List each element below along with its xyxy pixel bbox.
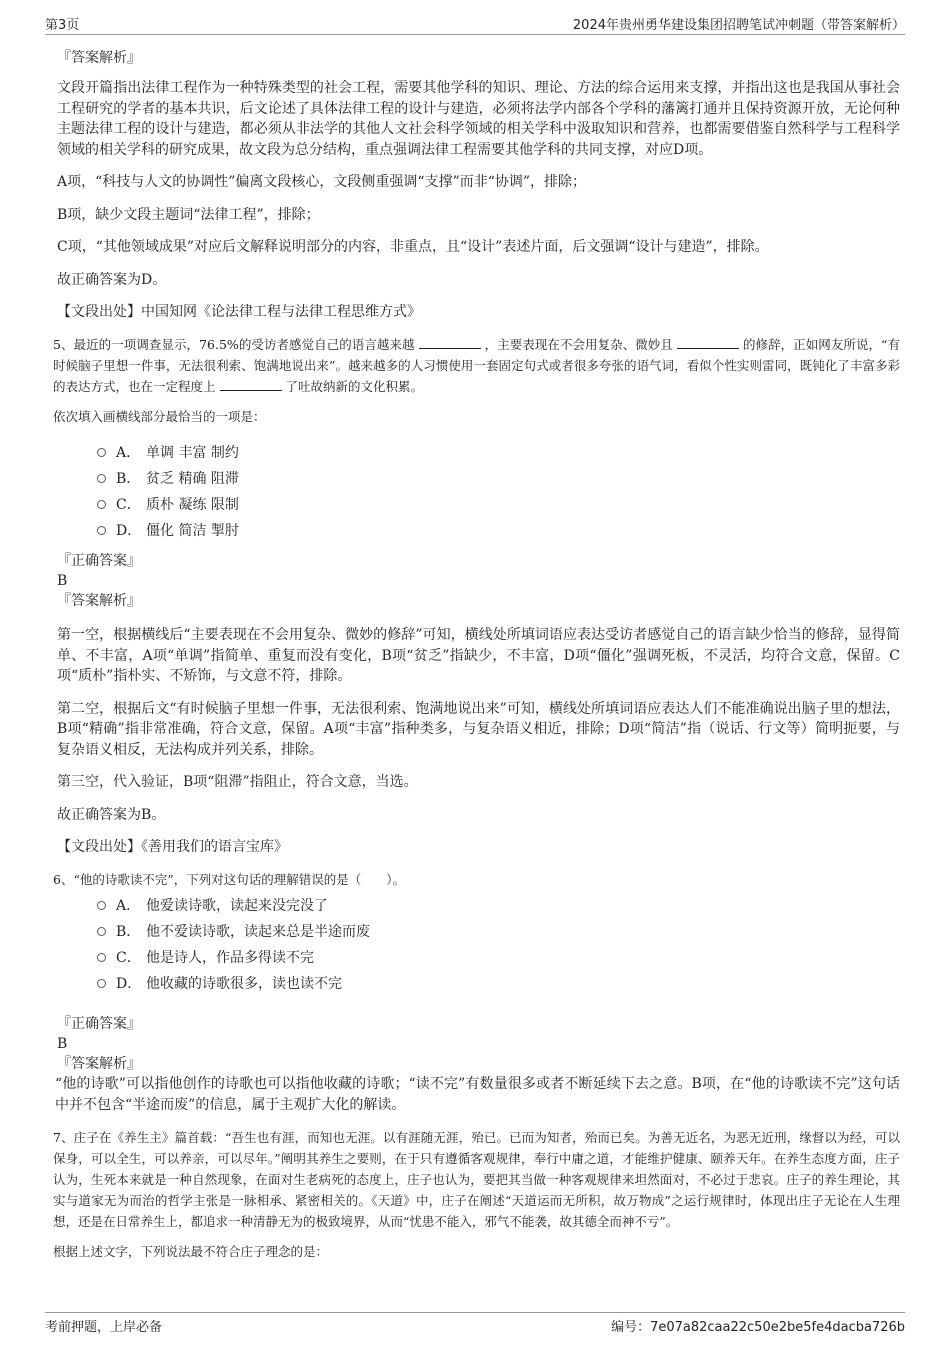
analysis-paragraph: “他的诗歌”可以指他创作的诗歌也可以指他收藏的诗歌；“读不完”有数量很多或者不断延续下去之意。B项，在“他的诗歌读不完”这句话中并不包含“半途而废”的信息，属于主观扩大化的解读。 xyxy=(55,1076,900,1113)
correct-answer: B xyxy=(57,573,68,589)
analysis-label: 『答案解析』 xyxy=(57,593,141,609)
correct-answer-label: 『正确答案』 xyxy=(57,1016,141,1032)
source-citation: 【文段出处】《善用我们的语言宝库》 xyxy=(57,839,288,855)
option-key: C． xyxy=(116,497,141,513)
page-content xyxy=(53,40,900,1274)
option-key: C． xyxy=(116,950,141,966)
analysis-paragraph: B项，缺少文段主题词“法律工程”，排除； xyxy=(57,206,320,223)
analysis-paragraph: 故正确答案为B。 xyxy=(57,806,166,823)
question-5-text xyxy=(53,334,900,397)
analysis-paragraph: 故正确答案为D。 xyxy=(57,271,167,288)
source-citation: 【文段出处】中国知网《论法律工程与法律工程思维方式》 xyxy=(57,304,421,320)
option-d[interactable] xyxy=(97,517,900,543)
radio-icon[interactable] xyxy=(97,448,106,457)
option-key: A． xyxy=(116,898,141,914)
question-6-text: 6、“他的诗歌读不完”，下列对这句话的理解错误的是（ ）。 xyxy=(53,872,405,887)
fill-blank xyxy=(677,336,739,349)
question-5-seg3: 的修辞，正如网友所说，“有时候脑子里想一件事，无法很利索、饱满地说出来”。越来越多的人习惯使用一套固定句式或者很多夸张的语气词，看似个性实则雷同，既钝化了丰富多彩的表达方式，也在一定程度上 xyxy=(53,337,900,394)
document-title: 2024年贵州勇华建设集团招聘笔试冲刺题（带答案解析） xyxy=(572,18,905,33)
option-text: 质朴 凝练 限制 xyxy=(146,497,239,513)
option-d[interactable] xyxy=(97,970,900,996)
question-5-seg1: 5、最近的一项调查显示，76.5%的受访者感觉自己的语言越来越 xyxy=(53,337,415,352)
option-text: 他收藏的诗歌很多，读也读不完 xyxy=(146,976,342,992)
analysis-paragraph: C项，“其他领域成果”对应后文解释说明部分的内容，非重点，且“设计”表述片面，后文强调“设计与建造”，排除。 xyxy=(57,239,769,255)
fill-blank xyxy=(220,378,282,391)
analysis-paragraph: 第三空，代入验证，B项“阻滞”指阻止，符合文意，当选。 xyxy=(57,774,418,790)
analysis-paragraph: 文段开篇指出法律工程作为一种特殊类型的社会工程，需要其他学科的知识、理论、方法的综合运用来支撑，并指出这也是我国从事社会工程研究的学者的基本共识，后文论述了具体法律工程的设计与建造，必须将法学内部各个学科的藩篱打通并且保持资源开放，无论何种主题法律工程的设计与建造，都必须从非法学的其他人文社会科学领域的相关学科中汲取知识和营养，也都需要借鉴自然科学与工程科学领域的相关学科的研究成果，故文段为总分结构，重点强调法律工程需要其他学科的共同支撑，对应D项。 xyxy=(57,80,900,158)
option-text: 他不爱读诗歌，读起来总是半途而废 xyxy=(146,924,370,940)
document-code: 编号：7e07a82caa22c50e2be5fe4dacba726b xyxy=(611,1320,905,1335)
option-key: B． xyxy=(116,471,141,487)
correct-answer-label: 『正确答案』 xyxy=(57,553,141,569)
question-5-prompt: 依次填入画横线部分最恰当的一项是： xyxy=(53,409,266,424)
question-6-options xyxy=(97,892,900,996)
question-5-options xyxy=(97,439,900,543)
radio-icon[interactable] xyxy=(97,474,106,483)
radio-icon[interactable] xyxy=(97,526,106,535)
option-key: D． xyxy=(116,976,142,992)
question-7-text: 7、庄子在《养生主》篇首载：“吾生也有涯，而知也无涯。以有涯随无涯，殆已。已而为知者，殆而已矣。为善无近名，为恶无近刑，缘督以为经，可以保身，可以全生，可以养亲，可以尽年。”阐明其养生之要则，在于只有遵循客观规律，奉行中庸之道，才能维护健康、颐养天年。在养生态度方面，庄子认为，生死本来就是一种自然现象，在面对生老病死的态度上，庄子也认为，要把其当做一种客观规律来坦然面对，不必过于悲哀。庄子的养生理论，其实与道家无为而治的哲学主张是一脉相承、紧密相关的。《天道》中，庄子在阐述“天道运而无所积，故万物成”之运行规律时，体现出庄子无论在人生理想，还是在日常养生上，都追求一种清静无为的极致境界，从而“忧患不能入，邪气不能袭，故其德全而神不亏”。 xyxy=(53,1130,900,1229)
option-b[interactable] xyxy=(97,465,900,491)
question-7-prompt: 根据上述文字，下列说法最不符合庄子理念的是： xyxy=(53,1244,329,1259)
option-c[interactable] xyxy=(97,944,900,970)
option-c[interactable] xyxy=(97,491,900,517)
option-key: A． xyxy=(116,445,141,461)
option-b[interactable] xyxy=(97,918,900,944)
option-text: 单调 丰富 制约 xyxy=(146,445,239,461)
radio-icon[interactable] xyxy=(97,927,106,936)
option-text: 他爱读诗歌，读起来没完没了 xyxy=(146,898,328,914)
question-5-seg2: ，主要表现在不会用复杂、微妙且 xyxy=(484,337,673,352)
option-text: 贫乏 精确 阻滞 xyxy=(146,471,239,487)
radio-icon[interactable] xyxy=(97,500,106,509)
question-5-seg4: 了吐故纳新的文化积累。 xyxy=(285,379,424,394)
radio-icon[interactable] xyxy=(97,979,106,988)
fill-blank xyxy=(419,336,481,349)
footer-slogan: 考前押题，上岸必备 xyxy=(45,1320,163,1335)
analysis-paragraph: A项，“科技与人文的协调性”偏离文段核心，文段侧重强调“支撑”而非“协调”，排除； xyxy=(57,174,587,190)
option-a[interactable] xyxy=(97,892,900,918)
radio-icon[interactable] xyxy=(97,901,106,910)
option-text: 他是诗人，作品多得读不完 xyxy=(146,950,314,966)
page-number: 第3页 xyxy=(45,18,80,33)
analysis-label: 『答案解析』 xyxy=(57,1056,141,1072)
page-header xyxy=(45,14,905,35)
option-key: D． xyxy=(116,523,142,539)
analysis-paragraph: 第一空，根据横线后“主要表现在不会用复杂、微妙的修辞”可知，横线处所填词语应表达受访者感觉自己的语言缺少恰当的修辞，显得简单、不丰富，A项“单调”指简单、重复而没有变化，B项“贫乏”指缺少，不丰富，D项“僵化”强调死板，不灵活，均符合文意，保留。C项“质朴”指朴实、不矫饰，与文意不符，排除。 xyxy=(57,627,900,684)
analysis-paragraph: 第二空，根据后文“有时候脑子里想一件事，无法很利索、饱满地说出来”可知，横线处所填词语应表达人们不能准确说出脑子里的想法，B项“精确”指非常准确，符合文意，保留。A项“丰富”指种类多，与复杂语义相近，排除；D项“简洁”指（说话、行文等）简明扼要，与复杂语义相反，无法构成并列关系，排除。 xyxy=(57,700,900,758)
page-footer xyxy=(45,1312,905,1336)
analysis-label: 『答案解析』 xyxy=(57,50,141,66)
option-a[interactable] xyxy=(97,439,900,465)
option-text: 僵化 简洁 掣肘 xyxy=(146,523,239,539)
radio-icon[interactable] xyxy=(97,953,106,962)
correct-answer: B xyxy=(57,1036,68,1052)
option-key: B． xyxy=(116,924,141,940)
